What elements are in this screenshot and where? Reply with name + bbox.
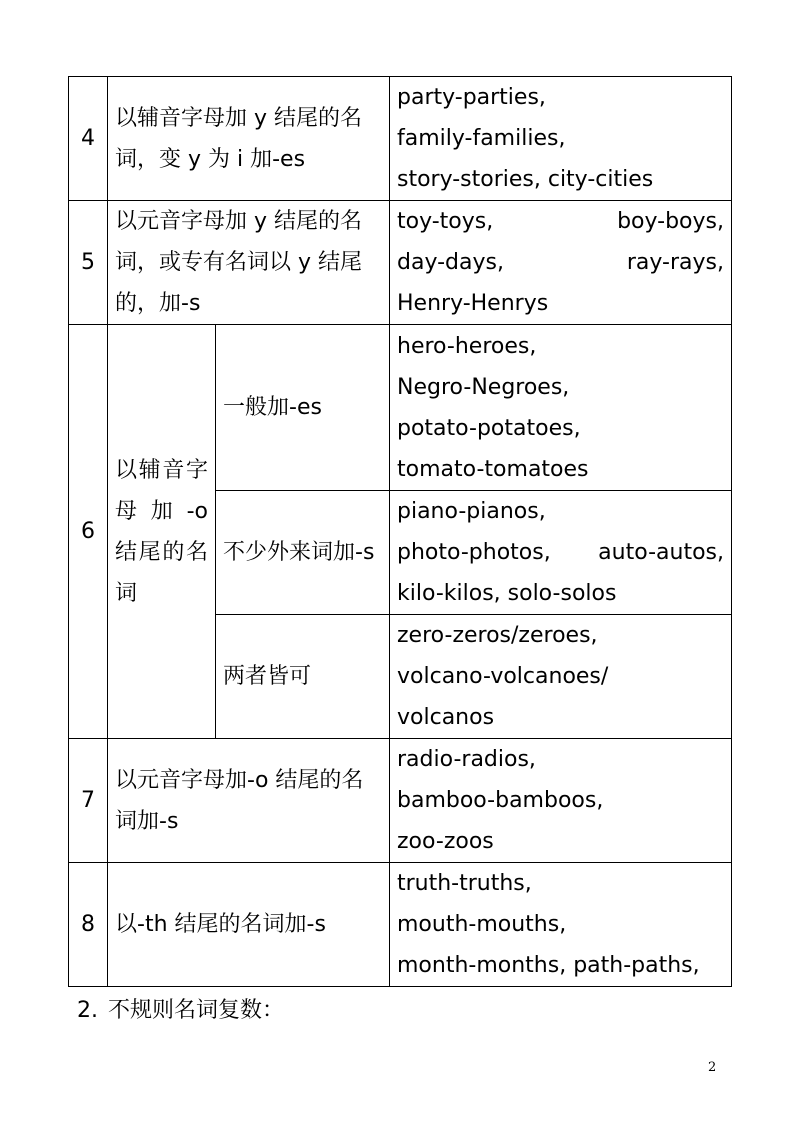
example-line: potato-potatoes,: [397, 415, 581, 441]
example-line: volcano-volcanoes/: [397, 664, 609, 689]
subrule-label: 两者皆可: [216, 615, 390, 739]
rule-description: 以元音字母加-o 结尾的名词加-s: [108, 739, 390, 863]
examples-cell: [390, 863, 732, 987]
row-number: 4: [69, 77, 108, 201]
example-word: day-days,: [397, 250, 504, 275]
example-word: photo-photos,: [397, 540, 551, 565]
example-word: boy-boys,: [617, 209, 724, 234]
row-number: 8: [69, 863, 108, 987]
rule-description: 以辅音字母加 y 结尾的名词，变 y 为 i 加-es: [108, 77, 390, 201]
examples-cell: [390, 615, 732, 739]
example-line: radio-radios,: [397, 747, 536, 772]
plural-rules-table: [68, 76, 732, 987]
example-line: party-parties,: [397, 85, 546, 110]
example-line: piano-pianos,: [397, 499, 546, 524]
table-row: [69, 201, 732, 325]
rule-description: [108, 325, 216, 739]
example-line: kilo-kilos, solo-solos: [397, 581, 617, 606]
table-row: [69, 77, 732, 201]
example-word: toy-toys,: [397, 209, 494, 234]
examples-cell: [390, 325, 732, 491]
example-line: family-families,: [397, 126, 566, 151]
example-line: volcanos: [397, 705, 495, 730]
subrule-label: 一般加-es: [216, 325, 390, 491]
example-line: mouth-mouths,: [397, 912, 567, 937]
rule-description: 以元音字母加 y 结尾的名词，或专有名词以 y 结尾的，加-s: [108, 201, 390, 325]
table-row: [69, 325, 732, 491]
example-line: zoo-zoos: [397, 829, 494, 854]
rule-text: 以辅音字母加-o 结尾的名词: [115, 457, 208, 606]
example-line: Negro-Negroes,: [397, 374, 570, 400]
table-row: [69, 739, 732, 863]
examples-cell: [390, 491, 732, 615]
examples-cell: [390, 201, 732, 325]
example-line: bamboo-bamboos,: [397, 788, 604, 813]
table-row: [69, 863, 732, 987]
example-line: month-months, path-paths,: [397, 953, 700, 978]
example-word: auto-autos,: [598, 540, 724, 565]
examples-cell: [390, 739, 732, 863]
section-heading: [77, 990, 284, 1031]
example-line: tomato-tomatoes: [397, 456, 589, 482]
row-number: 6: [69, 325, 108, 739]
example-line: [397, 532, 724, 573]
example-line: hero-heroes,: [397, 333, 537, 359]
examples-cell: [390, 77, 732, 201]
example-line: [397, 201, 724, 242]
example-line: zero-zeros/zeroes,: [397, 623, 598, 648]
page-number: 2: [708, 1060, 717, 1075]
row-number: 7: [69, 739, 108, 863]
example-line: [397, 242, 724, 283]
section-index: 2.: [77, 998, 98, 1023]
example-line: story-stories, city-cities: [397, 167, 654, 192]
rule-description: 以-th 结尾的名词加-s: [108, 863, 390, 987]
row-number: 5: [69, 201, 108, 325]
example-word: ray-rays,: [626, 250, 724, 275]
subrule-label: 不少外来词加-s: [216, 491, 390, 615]
example-line: truth-truths,: [397, 871, 532, 896]
example-line: Henry-Henrys: [397, 291, 549, 316]
section-title: 不规则名词复数：: [108, 998, 285, 1023]
